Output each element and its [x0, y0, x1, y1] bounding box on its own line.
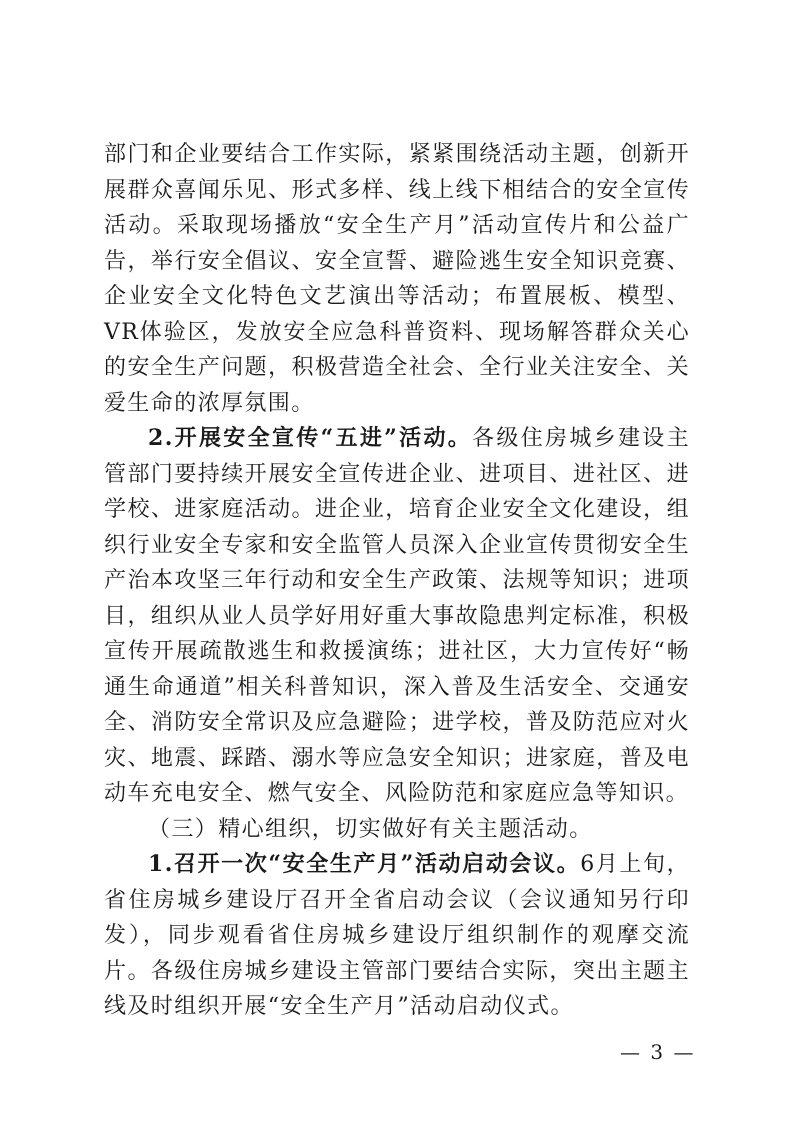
paragraph-1-text: 部门和企业要结合工作实际，紧紧围绕活动主题，创新开展群众喜闻乐见、形式多样、线上线下相结合的安全宣传活动。采取现场播放“安全生产月”活动宣传片和公益广告，举行安全倡议、安全宣誓、避险逃生安全知识竞赛、企业安全文化特色文艺演出等活动；布置展板、模型、VR体验区，发放安全应急科普资料、现场解答群众关心的安全生产问题，积极营造全社会、全行业关注安全、关爱生命的浓厚氛围。 [104, 142, 690, 416]
paragraph-4-heading: 1.召开一次“安全生产月”活动启动会议。 [148, 851, 581, 877]
section-heading-3-text: （三）精心组织，切实做好有关主题活动。 [148, 816, 593, 842]
document-body [104, 137, 690, 1025]
paragraph-2-text: 各级住房城乡建设主管部门要持续开展安全宣传进企业、进项目、进社区、进学校、进家庭活动。进企业，培育企业安全文化建设，组织行业安全专家和安全监管人员深入企业宣传贯彻安全生产治本攻坚三年行动和安全生产政策、法规等知识；进项目，组织从业人员学好用好重大事故隐患判定标准，积极宣传开展疏散逃生和救援演练；进社区，大力宣传好“畅通生命通道”相关科普知识，深入普及生活安全、交通安全、消防安全常识及应急避险；进学校，普及防范应对火灾、地震、踩踏、溺水等应急安全知识；进家庭，普及电动车充电安全、燃气安全、风险防范和家庭应急等知识。 [104, 426, 690, 806]
paragraph-2 [104, 421, 690, 812]
section-heading-3 [104, 812, 690, 848]
page-number: — 3 — [620, 1040, 696, 1064]
paragraph-2-heading: 2.开展安全宣传“五进”活动。 [148, 425, 473, 451]
paragraph-4 [104, 847, 690, 1025]
paragraph-1 [104, 137, 690, 421]
paragraph-4-text: 6月上旬，省住房城乡建设厅召开全省启动会议（会议通知另行印发），同步观看省住房城乡建设厅组织制作的观摩交流片。各级住房城乡建设主管部门要结合实际，突出主题主线及时组织开展“安全生产月”活动启动仪式。 [104, 852, 691, 1019]
